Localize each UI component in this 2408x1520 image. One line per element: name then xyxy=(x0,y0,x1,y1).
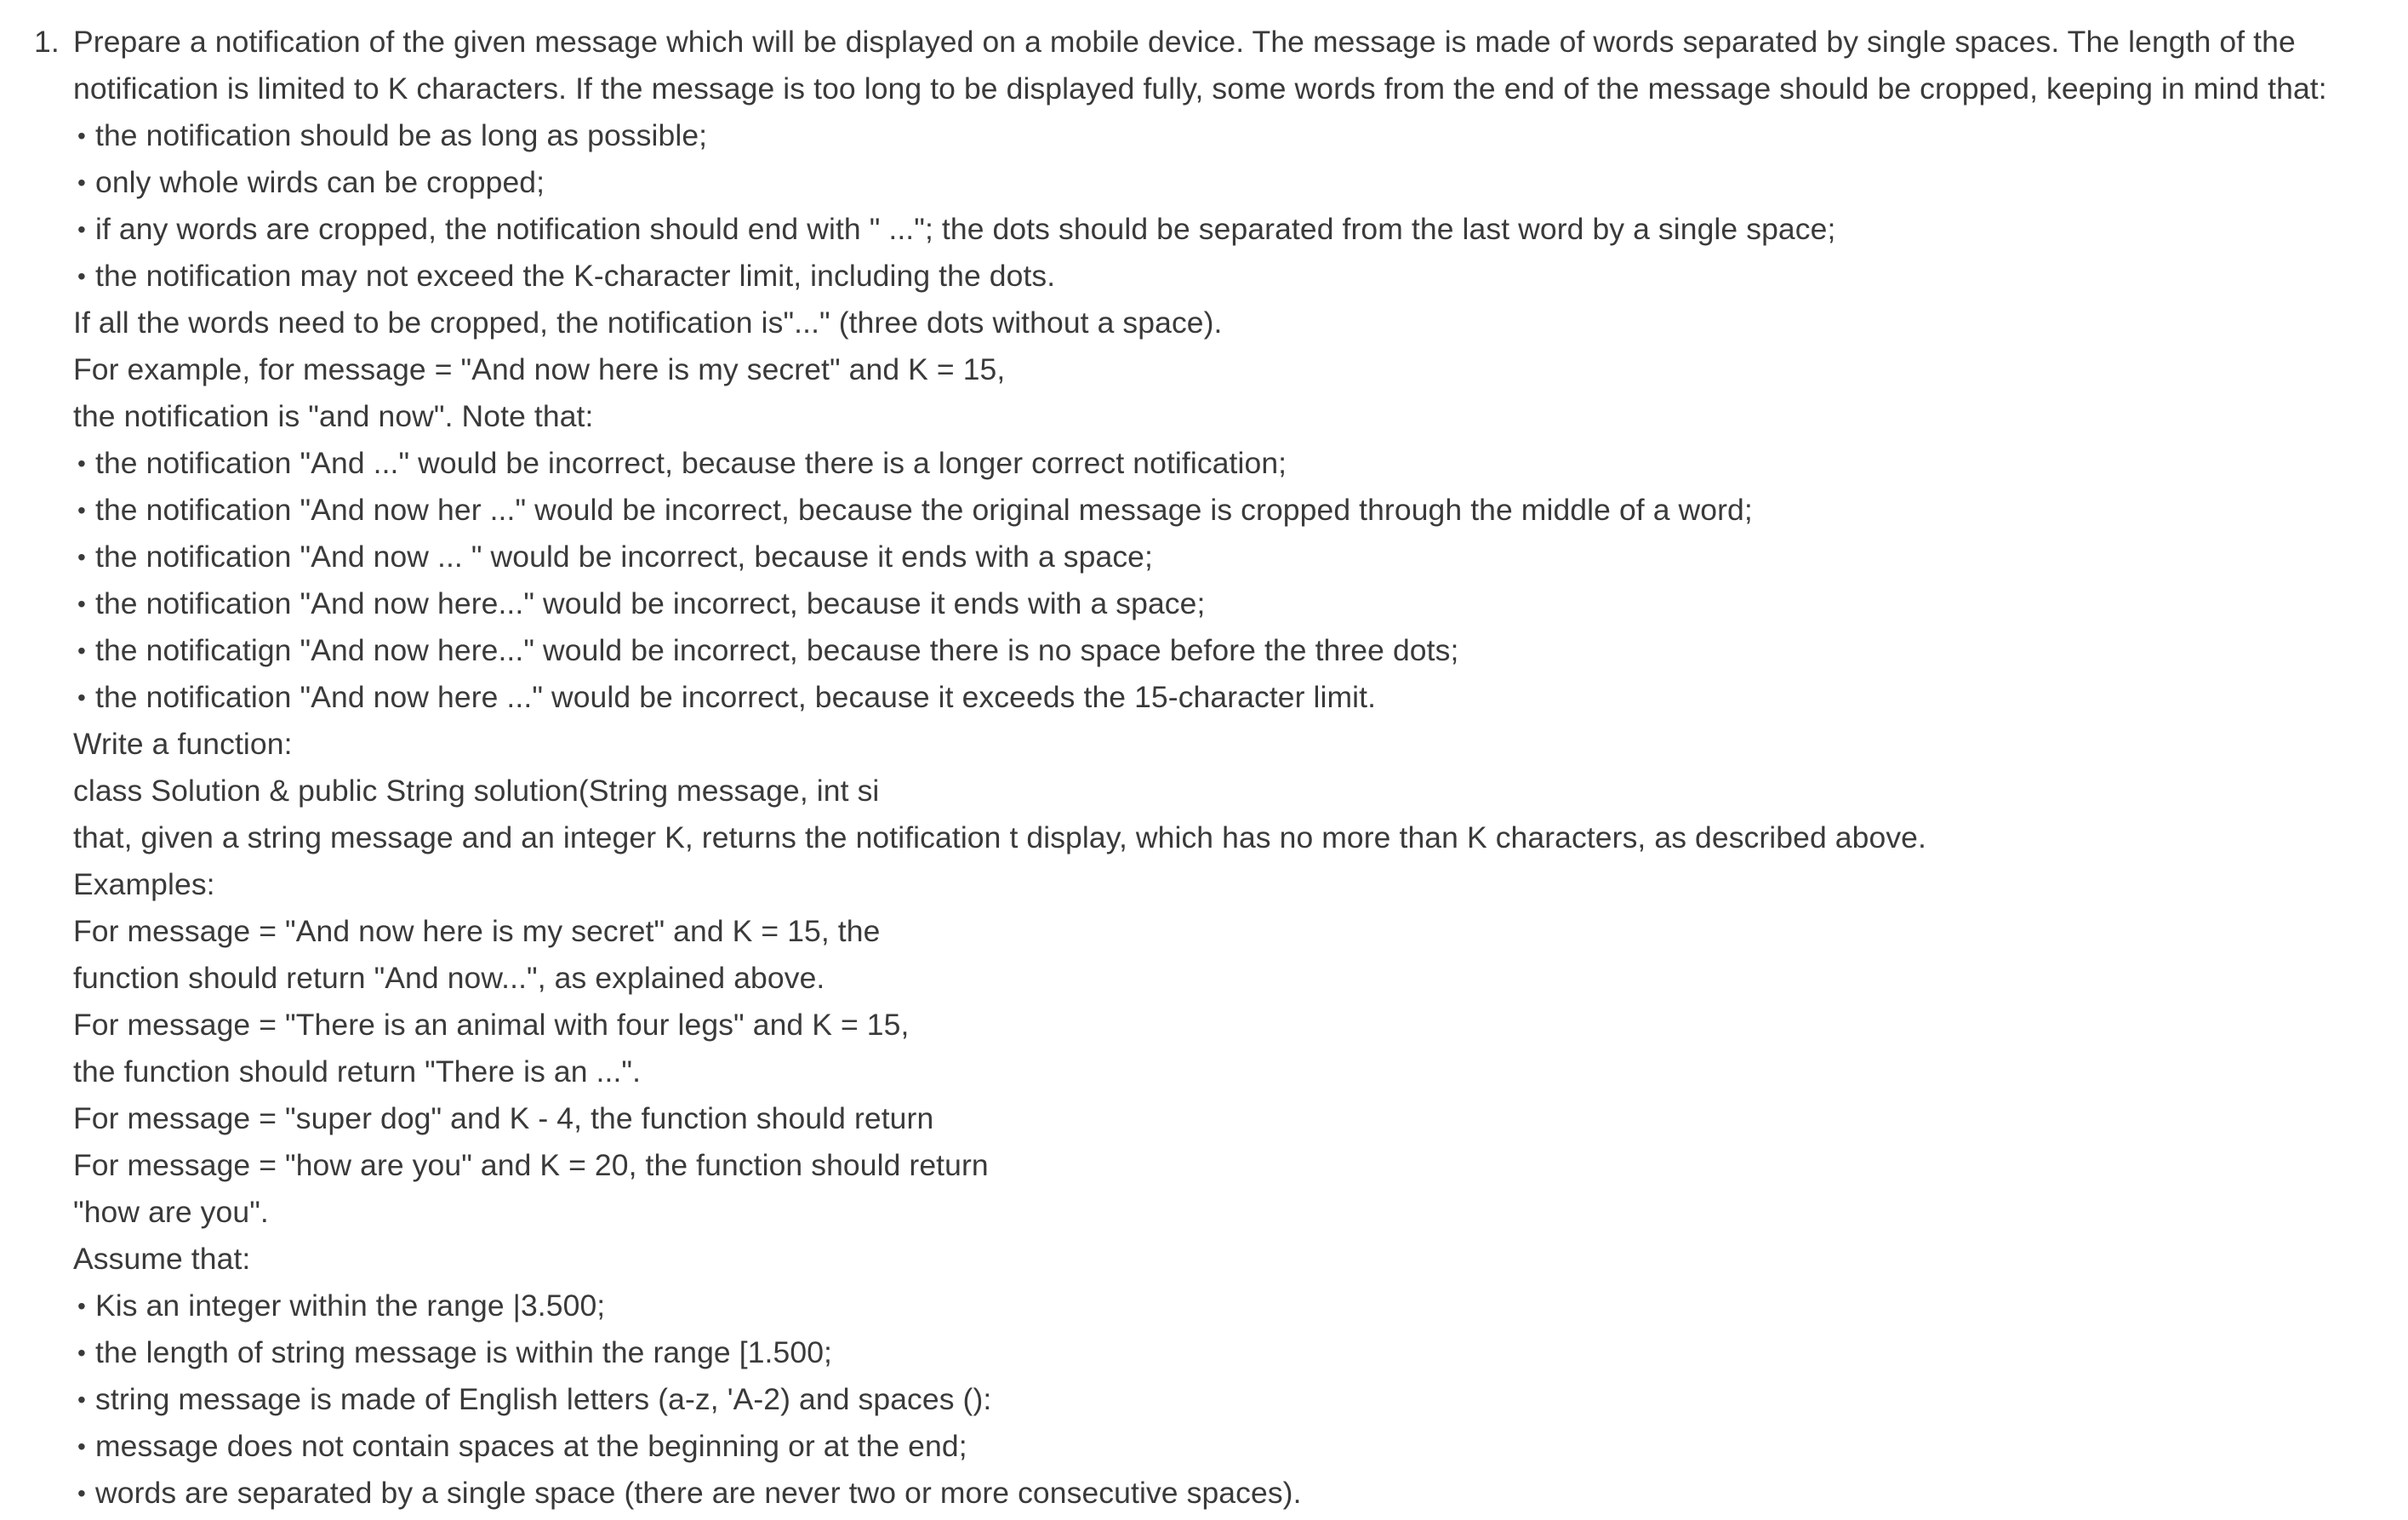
problem-text: For message = "There is an animal with four legs" and K = 15, xyxy=(73,1008,910,1042)
problem-text: Write a function: xyxy=(73,727,293,761)
problem-line xyxy=(0,1189,2408,1236)
bullet-item xyxy=(0,1329,2408,1376)
bullet-icon: • xyxy=(77,169,86,196)
problem-line xyxy=(0,19,2408,66)
problem-text: Examples: xyxy=(73,867,215,901)
problem-text: "how are you". xyxy=(73,1195,269,1229)
bullet-icon: • xyxy=(77,1433,86,1460)
bullet-item xyxy=(0,580,2408,627)
bullet-icon: • xyxy=(77,637,86,664)
problem-line xyxy=(0,1095,2408,1142)
problem-text: that, given a string message and an integer K, returns the notification t display, which has no more than K characters, as described above. xyxy=(73,820,1926,854)
problem-text: class Solution & public String solution(String message, int si xyxy=(73,774,880,808)
problem-line xyxy=(0,346,2408,393)
problem-text: For example, for message = "And now here is my secret" and K = 15, xyxy=(73,352,1006,386)
bullet-text: the notification "And ..." would be incorrect, because there is a longer correct notification; xyxy=(95,446,1287,480)
problem-line xyxy=(0,721,2408,768)
bullet-item xyxy=(0,112,2408,159)
problem-line xyxy=(0,66,2408,112)
bullet-text: the notification should be as long as possible; xyxy=(95,118,708,152)
question-number: 1. xyxy=(34,25,60,59)
problem-text: notification is limited to K characters. If the message is too long to be displayed fully, some words from the end of the message should be cropped, keeping in mind that: xyxy=(73,71,2327,106)
bullet-item xyxy=(0,487,2408,534)
problem-statement xyxy=(0,19,2408,1517)
problem-text: For message = "how are you" and K = 20, the function should return xyxy=(73,1148,989,1182)
bullet-icon: • xyxy=(77,684,86,711)
problem-line xyxy=(0,1049,2408,1095)
bullet-text: the notification "And now ... " would be incorrect, because it ends with a space; xyxy=(95,540,1153,574)
bullet-item xyxy=(0,1376,2408,1423)
problem-text: function should return "And now...", as explained above. xyxy=(73,961,825,995)
bullet-icon: • xyxy=(77,1293,86,1319)
bullet-text: the notification "And now here..." would be incorrect, because it ends with a space; xyxy=(95,586,1206,620)
bullet-icon: • xyxy=(77,1340,86,1366)
bullet-item xyxy=(0,1283,2408,1329)
problem-text: the notification is "and now". Note that: xyxy=(73,399,594,433)
bullet-text: the length of string message is within the range [1.500; xyxy=(95,1335,833,1369)
problem-line xyxy=(0,908,2408,955)
bullet-text: only whole wirds can be cropped; xyxy=(95,165,545,199)
bullet-item xyxy=(0,440,2408,487)
problem-text: the function should return "There is an ...". xyxy=(73,1054,642,1089)
bullet-text: message does not contain spaces at the beginning or at the end; xyxy=(95,1429,967,1463)
bullet-icon: • xyxy=(77,497,86,523)
problem-line xyxy=(0,1142,2408,1189)
bullet-text: Kis an integer within the range |3.500; xyxy=(95,1289,606,1323)
bullet-icon: • xyxy=(77,1386,86,1413)
bullet-text: the notification may not exceed the K-character limit, including the dots. xyxy=(95,259,1056,293)
bullet-item xyxy=(0,674,2408,721)
bullet-text: string message is made of English letters (a-z, 'A-2) and spaces (): xyxy=(95,1382,992,1416)
bullet-icon: • xyxy=(77,123,86,149)
bullet-item xyxy=(0,159,2408,206)
bullet-text: the notification "And now her ..." would be incorrect, because the original message is cropped through the middle of a word; xyxy=(95,493,1753,527)
bullet-icon: • xyxy=(77,591,86,617)
bullet-text: words are separated by a single space (there are never two or more consecutive spaces). xyxy=(95,1476,1302,1510)
problem-line xyxy=(0,393,2408,440)
bullet-item xyxy=(0,206,2408,253)
bullet-icon: • xyxy=(77,1480,86,1506)
bullet-item xyxy=(0,253,2408,300)
problem-text: If all the words need to be cropped, the notification is"..." (three dots without a space). xyxy=(73,306,1223,340)
bullet-icon: • xyxy=(77,450,86,477)
bullet-item xyxy=(0,627,2408,674)
problem-line xyxy=(0,1002,2408,1049)
problem-line xyxy=(0,768,2408,814)
bullet-text: if any words are cropped, the notification should end with " ..."; the dots should be separated from the last word by a single space; xyxy=(95,212,1836,246)
bullet-icon: • xyxy=(77,263,86,289)
bullet-icon: • xyxy=(77,216,86,243)
problem-line xyxy=(0,1236,2408,1283)
bullet-icon: • xyxy=(77,544,86,570)
bullet-item xyxy=(0,534,2408,580)
problem-text: Prepare a notification of the given message which will be displayed on a mobile device. The message is made of words separated by single spaces. The length of the xyxy=(73,25,2296,59)
problem-line xyxy=(0,814,2408,861)
bullet-item xyxy=(0,1470,2408,1517)
problem-text: For message = "And now here is my secret" and K = 15, the xyxy=(73,914,881,948)
problem-line xyxy=(0,861,2408,908)
bullet-text: the notification "And now here ..." would be incorrect, because it exceeds the 15-character limit. xyxy=(95,680,1377,714)
problem-line xyxy=(0,955,2408,1002)
bullet-text: the notificatign "And now here..." would be incorrect, because there is no space before the three dots; xyxy=(95,633,1459,667)
bullet-item xyxy=(0,1423,2408,1470)
problem-text: Assume that: xyxy=(73,1242,251,1276)
problem-text: For message = "super dog" and K - 4, the function should return xyxy=(73,1101,934,1135)
problem-line xyxy=(0,300,2408,346)
